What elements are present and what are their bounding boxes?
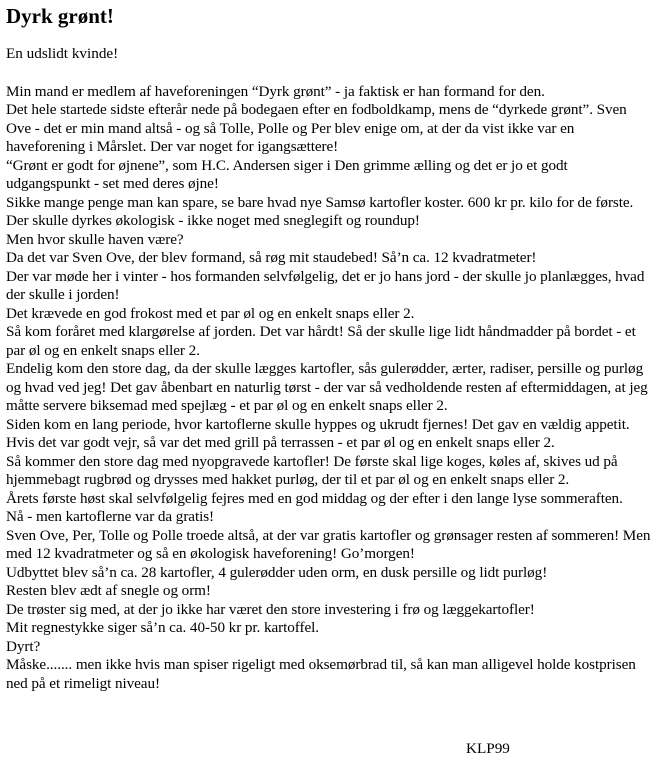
paragraph: Udbyttet blev så’n ca. 28 kartofler, 4 gulerødder uden orm, en dusk persille og lidt purløg! [6,563,548,581]
paragraph: Nå - men kartoflerne var da gratis! [6,508,215,525]
paragraph: Der skulle dyrkes økologisk - ikke noget med sneglegift og roundup! [6,212,420,229]
paragraph: Sven Ove, Per, Tolle og Polle troede altså, at der var gratis kartofler og grønsager resten af sommeren! Men med 12 kvadratmeter og så en økologisk haveforening! Go’morgen! [6,526,651,562]
paragraph: Siden kom en lang periode, hvor kartoflerne skulle hyppes og ukrudt fjernes! Det gav en vældig appetit. Hvis det var godt vejr, så var det med grill på terrassen - et par øl og en enkelt snaps eller 2. [6,415,630,451]
article-body [6,83,651,694]
paragraph: Det hele startede sidste efterår nede på bodegaen efter en fodboldkamp, mens de “dyrkede grønt”. Sven Ove - det er min mand altså - og så Tolle, Polle og Per blev enige om, at der da vist ikke var en haveforening i Mårslet. Der var noget for igangsættere! [6,101,627,155]
subtitle: En udslidt kvinde! [6,45,119,62]
page-title: Dyrk grønt! [6,4,114,28]
paragraph: Måske....... men ikke hvis man spiser rigeligt med oksemørbrad til, så kan man alligevel holde kostprisen ned på et rimeligt niveau! [6,656,636,692]
paragraph: De trøster sig med, at der jo ikke har været den store investering i frø og læggekartofler! [6,600,535,618]
paragraph: Dyrt? [6,637,41,655]
paragraph: Så kommer den store dag med nyopgravede kartofler! De første skal lige koges, køles af, skives ud på hjemmebagt rugbrød og drysses med hakket purløg, der til et par øl og en enkelt snaps eller 2. [6,452,618,488]
paragraph: “Grønt er godt for øjnene”, som H.C. Andersen siger i Den grimme ælling og det er jo et godt udgangspunkt - set med deres øjne! [6,156,568,192]
paragraph: Mit regnestykke siger så’n ca. 40-50 kr pr. kartoffel. [6,619,319,636]
paragraph: Endelig kom den store dag, da der skulle lægges kartofler, sås gulerødder, ærter, radiser, persille og purløg og hvad ved jeg! Det gav åbenbart en naturlig tørst - der var så vedholdende resten af eftermiddagen, at jeg måtte servere biksemad med spejlæg - et par øl og en enkelt snaps eller 2. [6,360,648,414]
paragraph: Det krævede en god frokost med et par øl og en enkelt snaps eller 2. [6,304,415,322]
paragraph: Resten blev ædt af snegle og orm! [6,582,211,599]
paragraph: Men hvor skulle haven være? [6,230,184,248]
paragraph: Min mand er medlem af haveforeningen “Dyrk grønt” - ja faktisk er han formand for den. [6,82,545,100]
paragraph: Så kom foråret med klargørelse af jorden. Det var hårdt! Så der skulle lige lidt håndmadder på bordet - et par øl og en enkelt snaps eller 2. [6,323,636,359]
paragraph: Der var møde her i vinter - hos formanden selvfølgelig, det er jo hans jord - der skulle jo planlægges, hvad der skulle i jorden! [6,267,645,303]
author-signature: KLP99 [466,740,510,757]
paragraph: Sikke mange penge man kan spare, se bare hvad nye Samsø kartofler koster. 600 kr pr. kilo for de første. [6,193,634,211]
paragraph: Da det var Sven Ove, der blev formand, så røg mit staudebed! Så’n ca. 12 kvadratmeter! [6,249,537,266]
article [6,3,651,693]
paragraph: Årets første høst skal selvfølgelig fejres med en god middag og der efter i den lange lyse sommeraften. [6,489,623,507]
